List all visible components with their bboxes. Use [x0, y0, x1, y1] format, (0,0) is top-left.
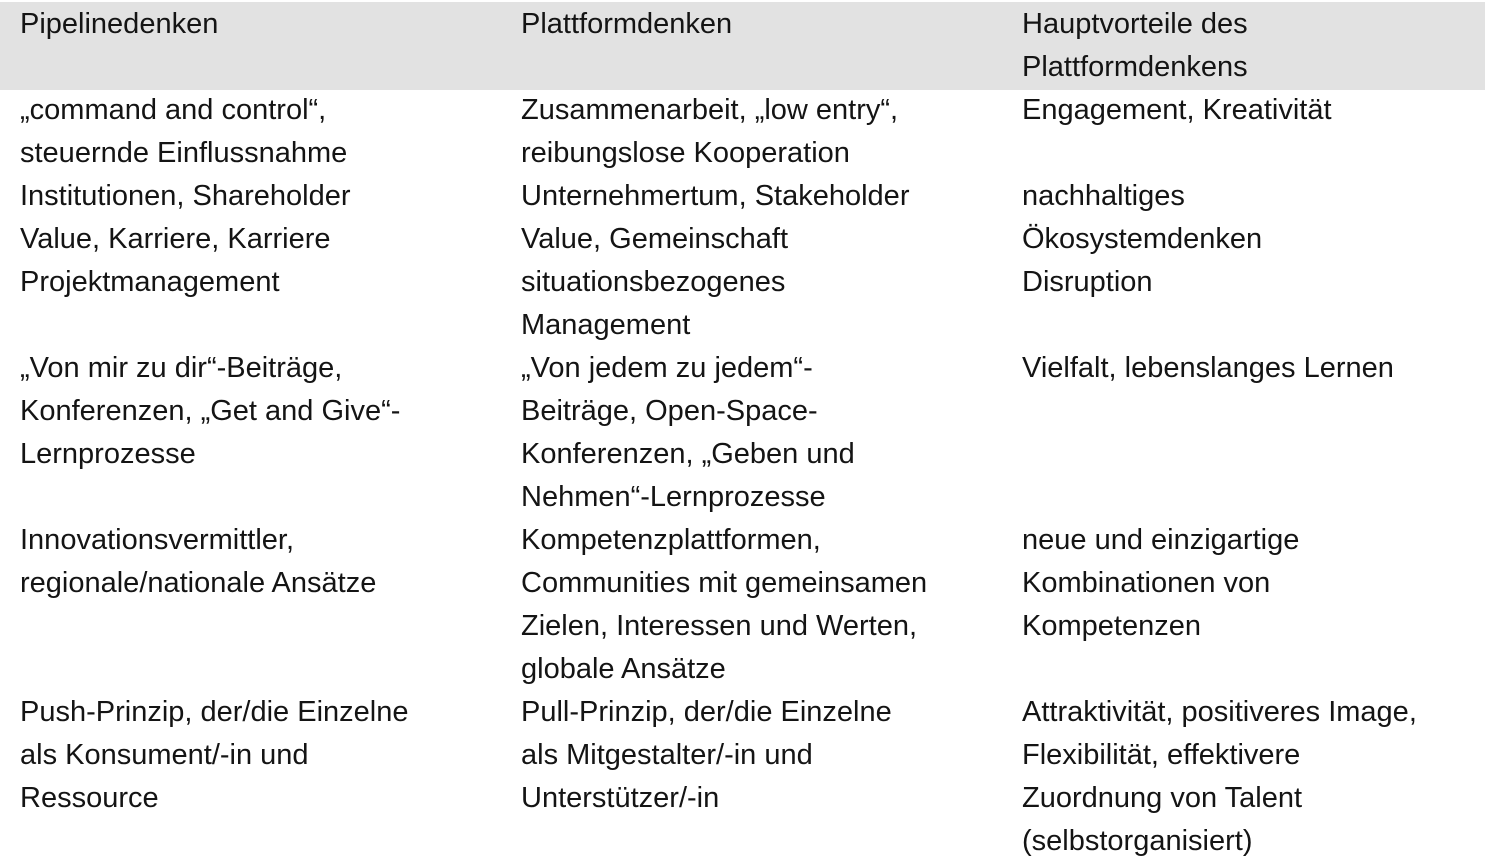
table-cell-platform: Kompetenzplattformen, Communities mit gemeinsamen Zielen, Interessen und Werten, globale Ansätze — [521, 524, 928, 685]
table-cell-pipeline: „command and control“, steuernde Einflussnahme — [20, 94, 348, 169]
table-row — [0, 89, 1485, 175]
comparison-table — [0, 3, 1485, 863]
table-cell-benefits: Engagement, Kreativität — [1022, 94, 1332, 126]
table-cell-pipeline: Institutionen, Shareholder Value, Karriere, Karriere — [20, 180, 351, 255]
table-cell-pipeline: Push-Prinzip, der/die Einzelne als Konsument/-in und Ressource — [20, 696, 409, 814]
table-cell-pipeline: „Von mir zu dir“-Beiträge, Konferenzen, „Get and Give“- Lernprozesse — [20, 352, 401, 470]
header-cell-pipeline: Pipelinedenken — [20, 8, 219, 40]
table-row — [0, 347, 1485, 519]
table-cell-benefits: nachhaltiges Ökosystemdenken — [1022, 180, 1263, 255]
table-header-row — [0, 3, 1485, 89]
table-cell-platform: Unternehmertum, Stakeholder Value, Gemeinschaft — [521, 180, 910, 255]
table-row — [0, 261, 1485, 347]
table-cell-benefits: Vielfalt, lebenslanges Lernen — [1022, 352, 1394, 384]
table-cell-benefits: Attraktivität, positiveres Image, Flexibilität, effektivere Zuordnung von Talent (selbstorganisiert) — [1022, 696, 1417, 857]
header-cell-benefits: Hauptvorteile des Plattformdenkens — [1022, 8, 1248, 83]
table-cell-pipeline: Innovationsvermittler, regionale/nationale Ansätze — [20, 524, 377, 599]
table-row — [0, 175, 1485, 261]
table-cell-benefits: neue und einzigartige Kombinationen von Kompetenzen — [1022, 524, 1300, 642]
table-cell-benefits: Disruption — [1022, 266, 1153, 298]
table-cell-pipeline: Projektmanagement — [20, 266, 280, 298]
header-cell-platform: Plattformdenken — [521, 8, 733, 40]
table-cell-platform: situationsbezogenes Management — [521, 266, 786, 341]
table-row — [0, 691, 1485, 863]
table-row — [0, 519, 1485, 691]
table-cell-platform: „Von jedem zu jedem“- Beiträge, Open-Space- Konferenzen, „Geben und Nehmen“-Lernprozesse — [521, 352, 855, 513]
table-cell-platform: Zusammenarbeit, „low entry“, reibungslose Kooperation — [521, 94, 899, 169]
table-cell-platform: Pull-Prinzip, der/die Einzelne als Mitgestalter/-in und Unterstützer/-in — [521, 696, 892, 814]
